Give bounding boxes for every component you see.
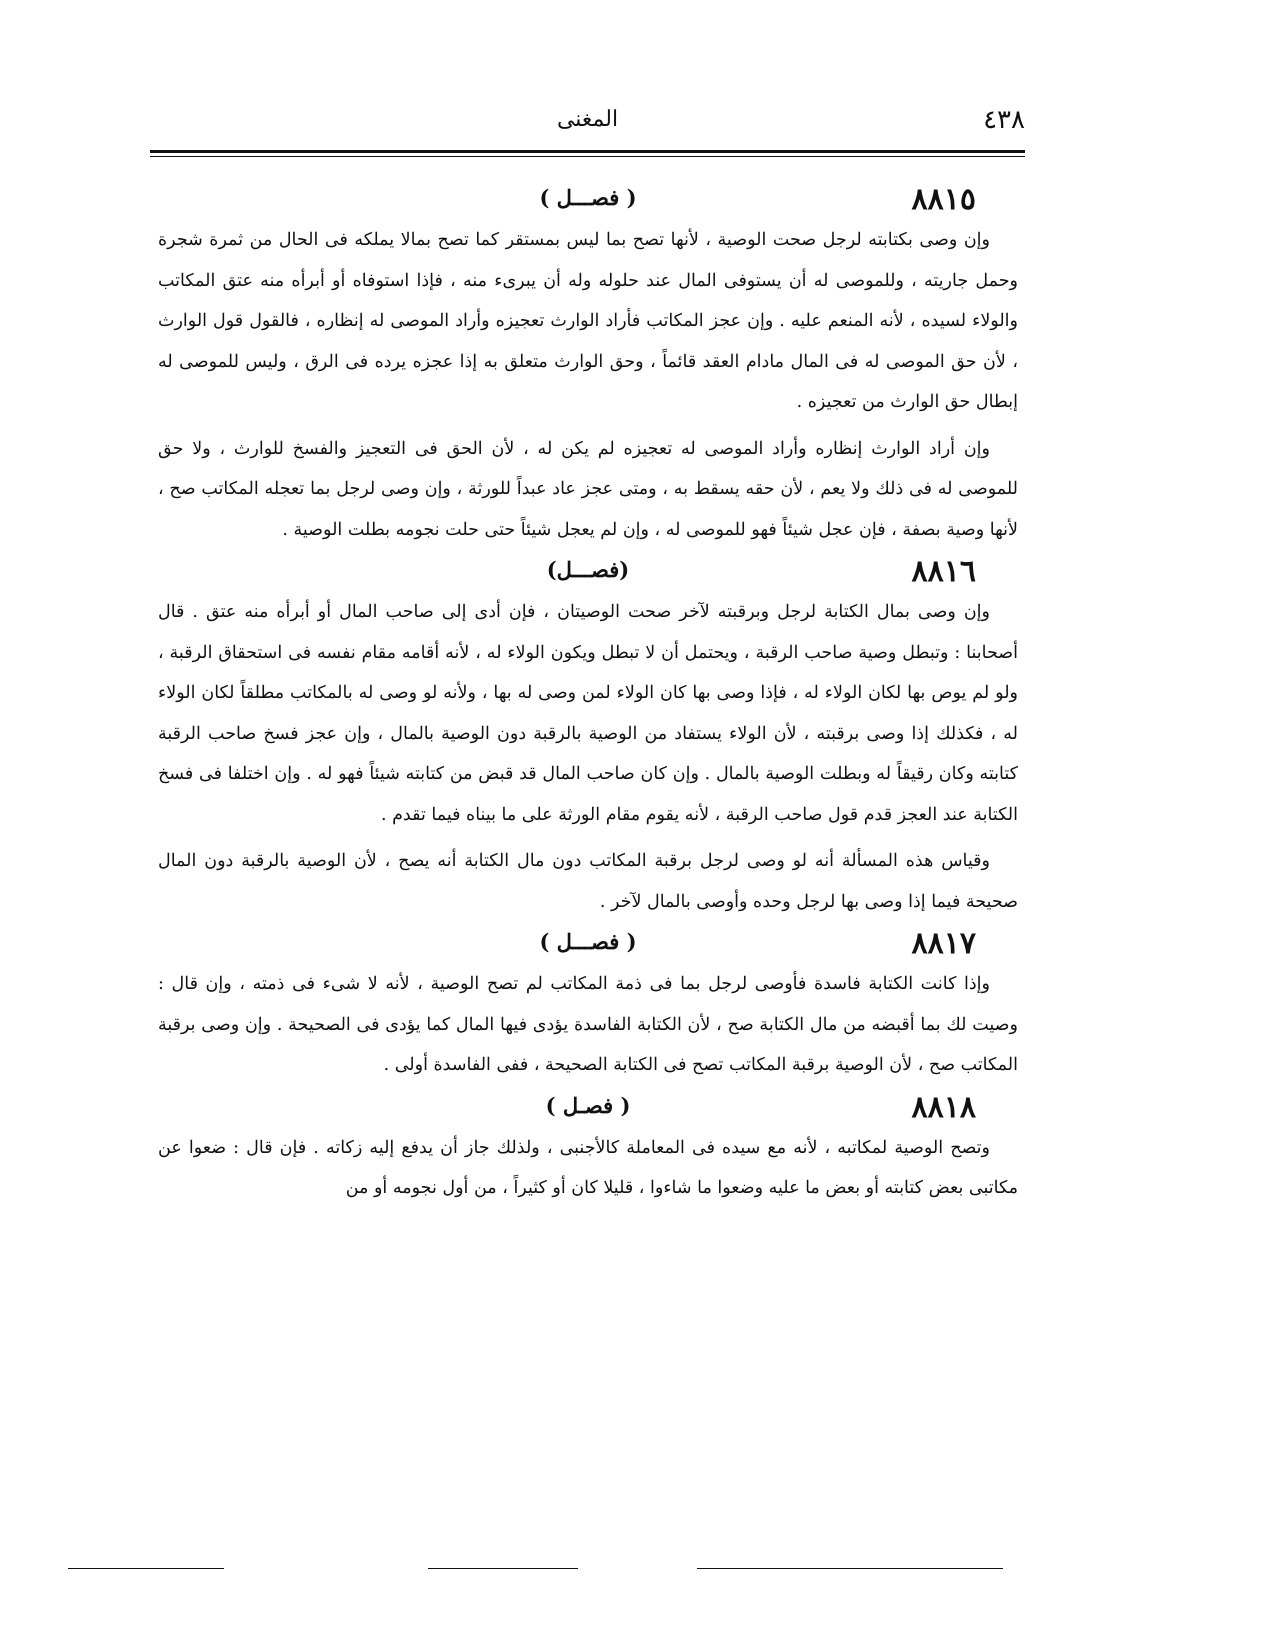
header-rule (150, 150, 1025, 157)
paragraph: وإذا كانت الكتابة فاسدة فأوصى لرجل بما فى ذمة المكاتب لم تصح الوصية ، لأنه لا شىء فى ذمته ، وإن قال : وصيت لك بما أقبضه من مال الكتابة صح ، لأن الكتابة الفاسدة يؤدى فيها المال كما يؤدى فى الصحيحة . وإن وصى برقبة المكاتب صح ، لأن الوصية برقبة المكاتب تصح فى الكتابة الصحيحة ، ففى الفاسدة أولى . (158, 974, 1018, 1075)
section-8818 (158, 1086, 1018, 1209)
paragraph: وقياس هذه المسألة أنه لو وصى لرجل برقبة المكاتب دون مال الكتابة أنه يصح ، لأن الوصية بالرقبة دون المال صحيحة فيما إذا وصى بها لرجل وحده وأوصى بالمال لآخر . (158, 851, 1018, 912)
section-heading (158, 1086, 1018, 1128)
section-8815 (158, 178, 1018, 550)
section-8817 (158, 922, 1018, 1086)
section-title: ( فصـل ) (545, 1092, 631, 1118)
page-body (158, 178, 1018, 1209)
footer-rules (0, 1568, 1267, 1572)
page-header (150, 105, 1025, 145)
section-heading (158, 178, 1018, 220)
section-number: ٨٨١٧ (911, 926, 976, 961)
page-number: ٤٣٨ (983, 105, 1025, 135)
section-number: ٨٨١٥ (911, 182, 976, 217)
section-heading (158, 922, 1018, 964)
section-title: (فصـــل) (546, 557, 630, 582)
section-heading (158, 550, 1018, 592)
section-title: ( فصـــل ) (539, 185, 637, 210)
section-number: ٨٨١٨ (911, 1089, 976, 1125)
paragraph: وتصح الوصية لمكاتبه ، لأنه مع سيده فى المعاملة كالأجنبى ، ولذلك جاز أن يدفع إليه زكاته . فإن قال : ضعوا عن مكاتبى بعض كتابته أو بعض ما عليه وضعوا ما شاءوا ، قليلا كان أو كثيراً ، من أول نجومه أو من (158, 1137, 1018, 1198)
paragraph: وإن أراد الوارث إنظاره وأراد الموصى له تعجيزه لم يكن له ، لأن الحق فى التعجيز والفسخ للوارث ، ولا حق للموصى له فى ذلك ولا يعم ، لأن حقه يسقط به ، ومتى عجز عاد عبداً للورثة ، وإن وصى لرجل بما تعجله المكاتب صح ، لأنها وصية بصفة ، فإن عجل شيئاً فهو للموصى له ، وإن لم يعجل شيئاً حتى حلت نجومه بطلت الوصية . (158, 438, 1018, 540)
paragraph: وإن وصى بمال الكتابة لرجل وبرقبته لآخر صحت الوصيتان ، فإن أدى إلى صاحب المال أو أبرأه منه عتق . قال أصحابنا : وتبطل وصية صاحب الرقبة ، ويحتمل أن لا تبطل ويكون الولاء له ، لأنه أقامه مقام نفسه فى استحقاق الرقبة ، ولو لم يوص بها لكان الولاء له ، فإذا وصى بها كان الولاء لمن وصى له بها ، ولأنه لو وصى له بالمكاتب مطلقاً لكان الولاء له ، فكذلك إذا وصى برقبته ، لأن الولاء يستفاد من الوصية بالرقبة دون الوصية بالمال ، وإن عجز فسخ صاحب الرقبة كتابته وكان رقيقاً له وبطلت الوصية بالمال . وإن كان صاحب المال قد قبض من كتابته شيئاً فهو له . وإن اختلفا فى فسخ الكتابة عند العجز قدم قول صاحب الرقبة ، لأنه يقوم مقام الورثة على ما بيناه فيما تقدم . (158, 602, 1018, 825)
section-number: ٨٨١٦ (911, 554, 976, 589)
footer-rule (428, 1568, 578, 1569)
footer-rule (68, 1568, 224, 1569)
section-title: ( فصـــل ) (539, 929, 637, 954)
section-8816 (158, 550, 1018, 922)
footer-rule (697, 1568, 1003, 1569)
paragraph: وإن وصى بكتابته لرجل صحت الوصية ، لأنها تصح بما ليس بمستقر كما تصح بمالا يملكه فى الحال من ثمرة شجرة وحمل جاريته ، وللموصى له أن يستوفى المال عند حلوله وله أن يبرىء منه ، فإذا استوفاه أو أبرأه منه عتق المكاتب والولاء لسيده ، لأنه المنعم عليه . وإن عجز المكاتب فأراد الوارث تعجيزه وأراد الموصى له إنظاره ، فالقول قول الوارث ، لأن حق الموصى له فى المال مادام العقد قائماً ، وحق الوارث متعلق به إذا عجزه يرده فى الرق ، وليس للموصى له إبطال حق الوارث من تعجيزه . (158, 230, 1018, 412)
running-title: المغنى (556, 107, 619, 132)
